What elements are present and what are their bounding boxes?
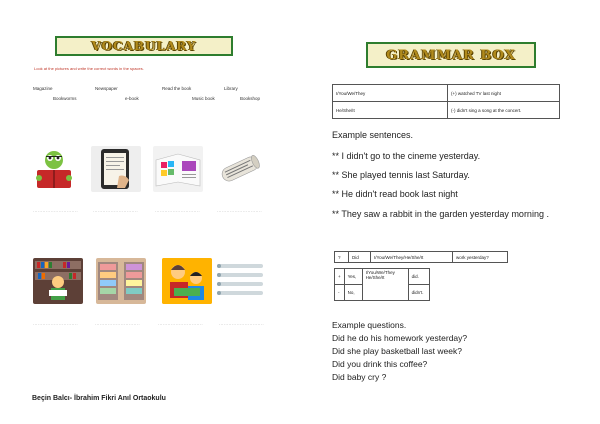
table2-subjects: I/You/We/They/He/She/It — [371, 252, 453, 263]
word-library: Library — [224, 86, 238, 91]
word-magazine: Magazine — [33, 86, 53, 91]
answer-blank-7[interactable]: ............................ — [158, 321, 204, 326]
grammar-table-question — [334, 251, 508, 263]
example-question-3: Did you drink this coffee? — [332, 359, 428, 369]
table2-did: Did — [349, 252, 371, 263]
example-question-4: Did baby cry ? — [332, 372, 387, 382]
tablet-ebook-image — [91, 146, 141, 192]
table1-subject-singular: He/She/It — [333, 102, 448, 119]
grammar-table-short-answers — [334, 268, 430, 301]
library-reader-image — [33, 258, 83, 304]
children-reading-image — [162, 258, 212, 304]
example-sentence-1: ** I didn't go to the cineme yesterday. — [332, 151, 481, 161]
vocabulary-title-text: VOCABULARY — [91, 39, 197, 53]
open-magazine-image — [153, 146, 203, 192]
example-sentences-heading: Example sentences. — [332, 130, 414, 140]
vocabulary-title — [55, 36, 233, 56]
example-questions-heading: Example questions. — [332, 320, 407, 330]
grammar-table-affirmative — [332, 84, 560, 119]
grammar-title-text: GRAMMAR BOX — [386, 47, 516, 63]
example-question-1: Did he do his homework yesterday? — [332, 333, 468, 343]
table3-plus: + — [335, 269, 345, 285]
table2-question-mark: ? — [335, 252, 349, 263]
word-bookworms: Bookworms — [53, 96, 77, 101]
table3-minus: - — [335, 285, 345, 301]
answer-blank-1[interactable]: ............................ — [33, 208, 79, 213]
rolled-newspaper-image — [215, 146, 265, 192]
answer-blank-2[interactable]: ............................ — [93, 208, 139, 213]
table1-subject-plural: I/You/We/They — [333, 85, 448, 102]
word-read-the-book: Read the book — [162, 86, 192, 91]
table3-did: did. — [408, 269, 429, 285]
word-music-book: Music book — [192, 96, 215, 101]
word-bookshop: Bookshop — [240, 96, 261, 101]
table3-subjects: I/You/We/They He/She/It — [362, 269, 408, 301]
answer-blank-6[interactable]: ............................ — [95, 321, 141, 326]
word-newspaper: Newspaper — [95, 86, 118, 91]
example-sentence-2: ** She played tennis last Saturday. — [332, 170, 470, 180]
vocabulary-instruction: Look at the pictures and write the correct words in the spaces. — [34, 66, 144, 71]
table3-yes: Yes, — [344, 269, 362, 285]
author-footer: Beçin Balcı- İbrahim Fikri Anıl Ortaokulu — [32, 395, 166, 402]
music-staff-image — [215, 258, 265, 304]
table1-positive-example: (+) watched TV last night — [448, 85, 560, 102]
table3-no: No, — [344, 285, 362, 301]
example-sentence-4: ** They saw a rabbit in the garden yesterday morning . — [332, 209, 549, 219]
library-shelves-image — [96, 258, 146, 304]
answer-blank-8[interactable]: ............................ — [219, 321, 265, 326]
answer-blank-4[interactable]: ............................ — [217, 208, 263, 213]
example-question-2: Did she play basketball last week? — [332, 346, 462, 356]
bookworm-reading-image — [29, 146, 79, 192]
table3-didnt: didn't. — [408, 285, 429, 301]
word-e-book: e-book — [125, 96, 139, 101]
table2-verb: work yesterday? — [453, 252, 508, 263]
example-sentence-3: ** He didn't read book last night — [332, 189, 458, 199]
answer-blank-5[interactable]: ............................ — [33, 321, 79, 326]
grammar-title — [366, 42, 536, 68]
table1-negative-example: (-) didn't sing a song at the concert. — [448, 102, 560, 119]
answer-blank-3[interactable]: ............................ — [155, 208, 201, 213]
